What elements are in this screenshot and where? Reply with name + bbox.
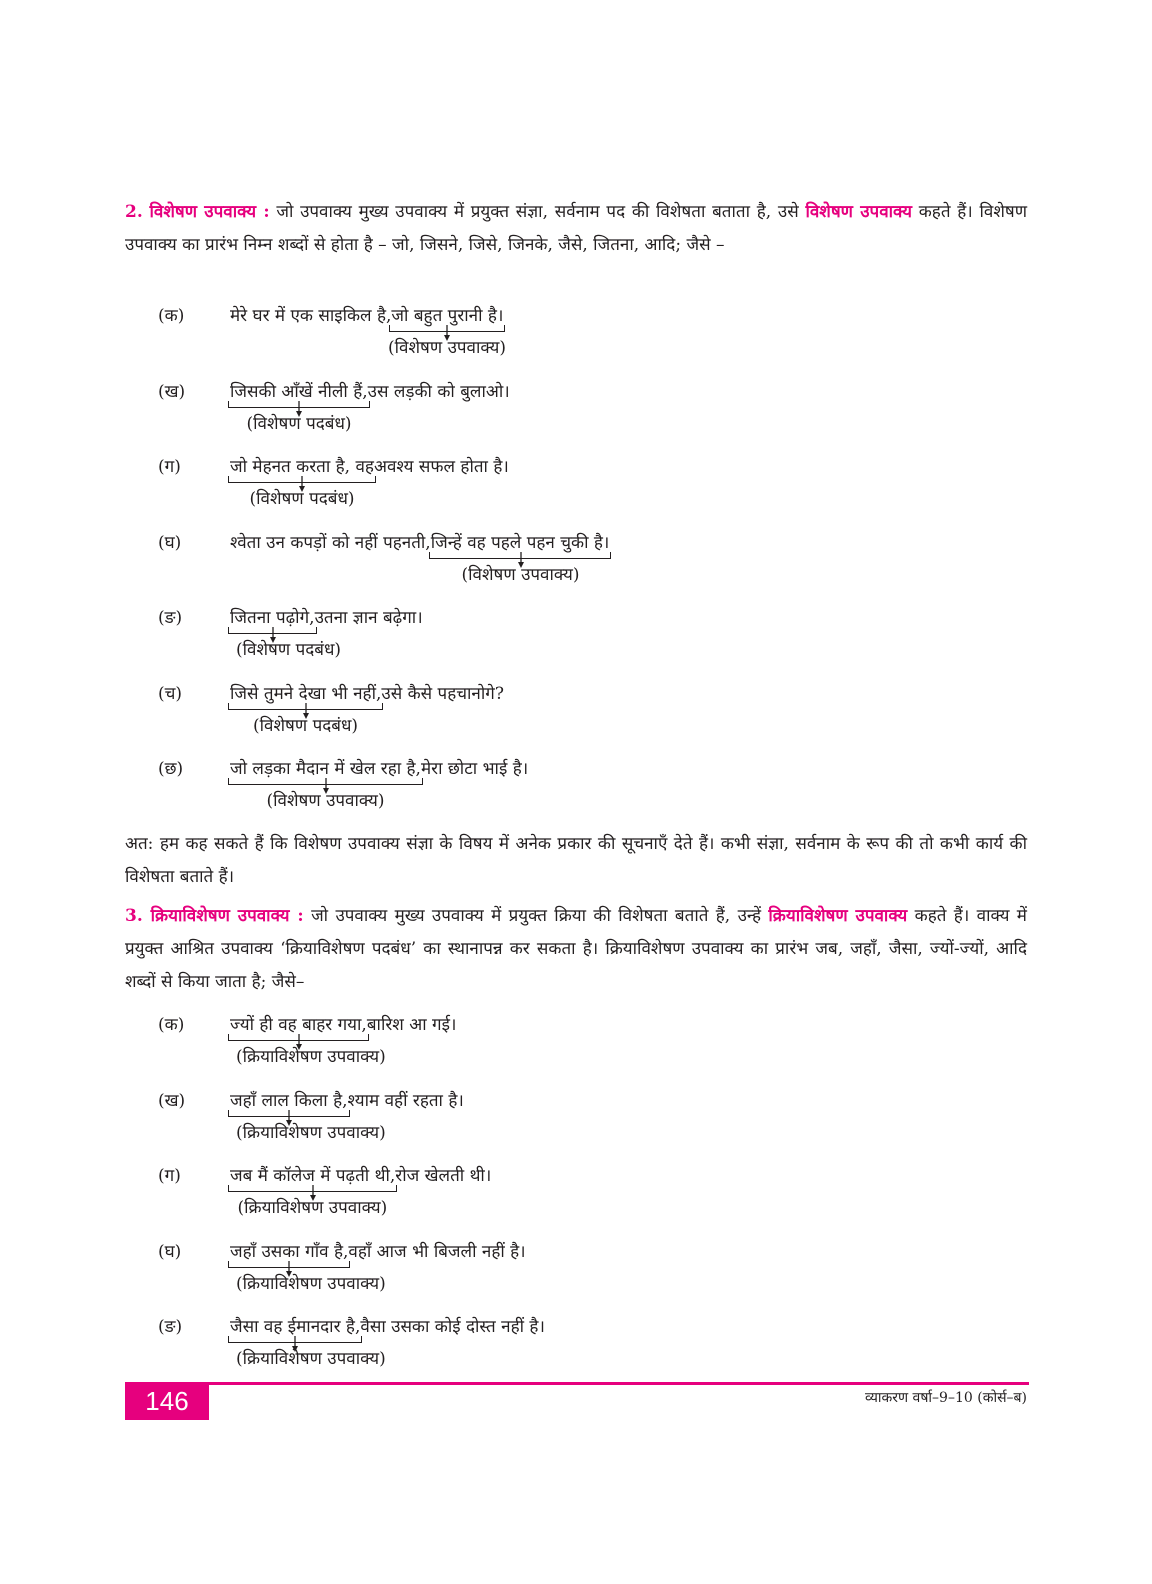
- example-label: (ग): [158, 1166, 181, 1186]
- sentence-bracketed-clause: जिसकी आँखें नीली हैं,: [230, 381, 368, 402]
- sentence-bracketed-clause: जिसे तुमने देखा भी नहीं,: [230, 683, 382, 704]
- footer-divider: [125, 1382, 1029, 1385]
- section-3-heading: 3. क्रियाविशेषण उपवाक्य :: [125, 906, 304, 926]
- example-clause-type: (क्रियाविशेषण उपवाक्य): [236, 1273, 386, 1294]
- sentence-main-part: मेरे घर में एक साइकिल है,: [230, 306, 392, 326]
- example-clause-type: (विशेषण पदबंध): [249, 489, 355, 509]
- example-sentence: [230, 1315, 545, 1339]
- sentence-bracketed-clause: जैसा वह ईमानदार है,: [230, 1317, 361, 1337]
- example-label: (च): [158, 683, 183, 704]
- page-number: 146: [125, 1382, 209, 1420]
- sentence-rest: उतना ज्ञान बढ़ेगा।: [314, 608, 423, 628]
- example-clause-type: (विशेषण उपवाक्य): [266, 791, 385, 811]
- example-clause-type: (विशेषण उपवाक्य): [388, 338, 506, 358]
- section-3-text-2: कहते हैं। वाक्य में प्रयुक्त आश्रित उपवाक्य ‘क्रियाविशेषण पदबंध’ का स्थानापन्न कर सकता है। क्रियाविशेषण उपवाक्य का प्रारंभ जब, जहाँ, जैसा, ज्यों-ज्यों, आदि शब्दों से किया जाता है; जैसे–: [125, 906, 1027, 992]
- example-clause-type: (विशेषण उपवाक्य): [461, 564, 580, 585]
- sentence-bracketed-clause: ज्यों ही वह बाहर गया,: [230, 1015, 367, 1035]
- section-3-paragraph: [125, 900, 1027, 999]
- example-label: (घ): [158, 1241, 182, 1262]
- example-sentence: [230, 1164, 491, 1188]
- sentence-rest: वहाँ आज भी बिजली नहीं है।: [348, 1241, 526, 1262]
- section-2-term: विशेषण उपवाक्य: [805, 202, 913, 222]
- example-label: (घ): [158, 532, 182, 553]
- example-sentence: [230, 531, 609, 555]
- sentence-rest: मेरा छोटा भाई है।: [420, 759, 529, 779]
- example-sentence: [230, 682, 504, 706]
- example-label: (क): [158, 306, 185, 326]
- section-3-text-1: जो उपवाक्य मुख्य उपवाक्य में प्रयुक्त क्रिया की विशेषता बताते हैं, उन्हें: [303, 906, 769, 926]
- section-2-paragraph: [125, 196, 1027, 262]
- sentence-rest: वैसा उसका कोई दोस्त नहीं है।: [360, 1317, 545, 1337]
- sentence-bracketed-clause: जो बहुत पुरानी है।: [391, 306, 504, 326]
- sentence-rest: उस लड़की को बुलाओ।: [367, 381, 510, 402]
- example-sentence: [230, 1240, 526, 1264]
- example-sentence: [230, 757, 528, 781]
- example-sentence: [230, 380, 510, 404]
- example-sentence: [230, 1013, 456, 1037]
- sentence-bracketed-clause: जिन्हें वह पहले पहन चुकी है।: [430, 532, 610, 553]
- example-label: (क): [158, 1015, 185, 1035]
- conclusion-paragraph: अत: हम कह सकते हैं कि विशेषण उपवाक्य संज्ञा के विषय में अनेक प्रकार की सूचनाएँ देते हैं। कभी संज्ञा, सर्वनाम के रूप की तो कभी कार्य की विशेषता बताते हैं।: [125, 834, 1027, 887]
- example-sentence: [230, 1089, 464, 1113]
- example-clause-type: (क्रियाविशेषण उपवाक्य): [236, 1122, 386, 1143]
- sentence-rest: रोज खेलती थी।: [395, 1166, 492, 1186]
- section-2-text-2: कहते हैं। विशेषण उपवाक्य का प्रारंभ निम्न शब्दों से होता है – जो, जिसने, जिसे, जिनके, जैसे, जितना, आदि; जैसे –: [125, 202, 1027, 255]
- example-clause-type: (क्रियाविशेषण उपवाक्य): [236, 1047, 386, 1067]
- sentence-rest: बारिश आ गई।: [366, 1015, 457, 1035]
- example-clause-type: (क्रियाविशेषण उपवाक्य): [236, 1349, 386, 1369]
- section-2-heading: विशेषण उपवाक्य :: [149, 202, 270, 222]
- section-2-text-1: जो उपवाक्य मुख्य उपवाक्य में प्रयुक्त संज्ञा, सर्वनाम पद की विशेषता बताता है, उसे: [269, 202, 806, 222]
- sentence-bracketed-clause: जो मेहनत करता है, वह: [230, 457, 374, 477]
- example-label: (ख): [158, 1090, 186, 1111]
- sentence-bracketed-clause: जहाँ उसका गाँव है,: [230, 1241, 349, 1262]
- example-clause-type: (क्रियाविशेषण उपवाक्य): [237, 1198, 388, 1218]
- sentence-bracketed-clause: जब मैं कॉलेज में पढ़ती थी,: [230, 1166, 396, 1186]
- section-3-term: क्रियाविशेषण उपवाक्य: [768, 906, 908, 926]
- example-clause-type: (विशेषण पदबंध): [246, 413, 352, 434]
- sentence-rest: श्याम वहीं रहता है।: [347, 1090, 464, 1111]
- sentence-bracketed-clause: जितना पढ़ोगे,: [230, 608, 315, 628]
- sentence-main-part: श्वेता उन कपड़ों को नहीं पहनती,: [230, 532, 431, 553]
- example-sentence: [230, 606, 423, 630]
- book-title: व्याकरण वर्षा–9–10 (कोर्स–ब): [864, 1390, 1027, 1406]
- example-label: (ङ): [158, 608, 183, 628]
- example-clause-type: (विशेषण पदबंध): [253, 715, 359, 736]
- sentence-rest: अवश्य सफल होता है।: [373, 457, 509, 477]
- example-label: (ग): [158, 457, 181, 477]
- example-label: (ङ): [158, 1317, 183, 1337]
- sentence-bracketed-clause: जो लड़का मैदान में खेल रहा है,: [230, 759, 421, 779]
- sentence-rest: उसे कैसे पहचानोगे?: [381, 683, 504, 704]
- example-sentence: [230, 455, 509, 479]
- example-sentence: [230, 304, 503, 328]
- sentence-bracketed-clause: जहाँ लाल किला है,: [230, 1090, 348, 1111]
- section-2-number: 2.: [125, 202, 143, 222]
- example-label: (छ): [158, 759, 184, 779]
- example-label: (ख): [158, 381, 186, 402]
- example-clause-type: (विशेषण पदबंध): [236, 640, 342, 660]
